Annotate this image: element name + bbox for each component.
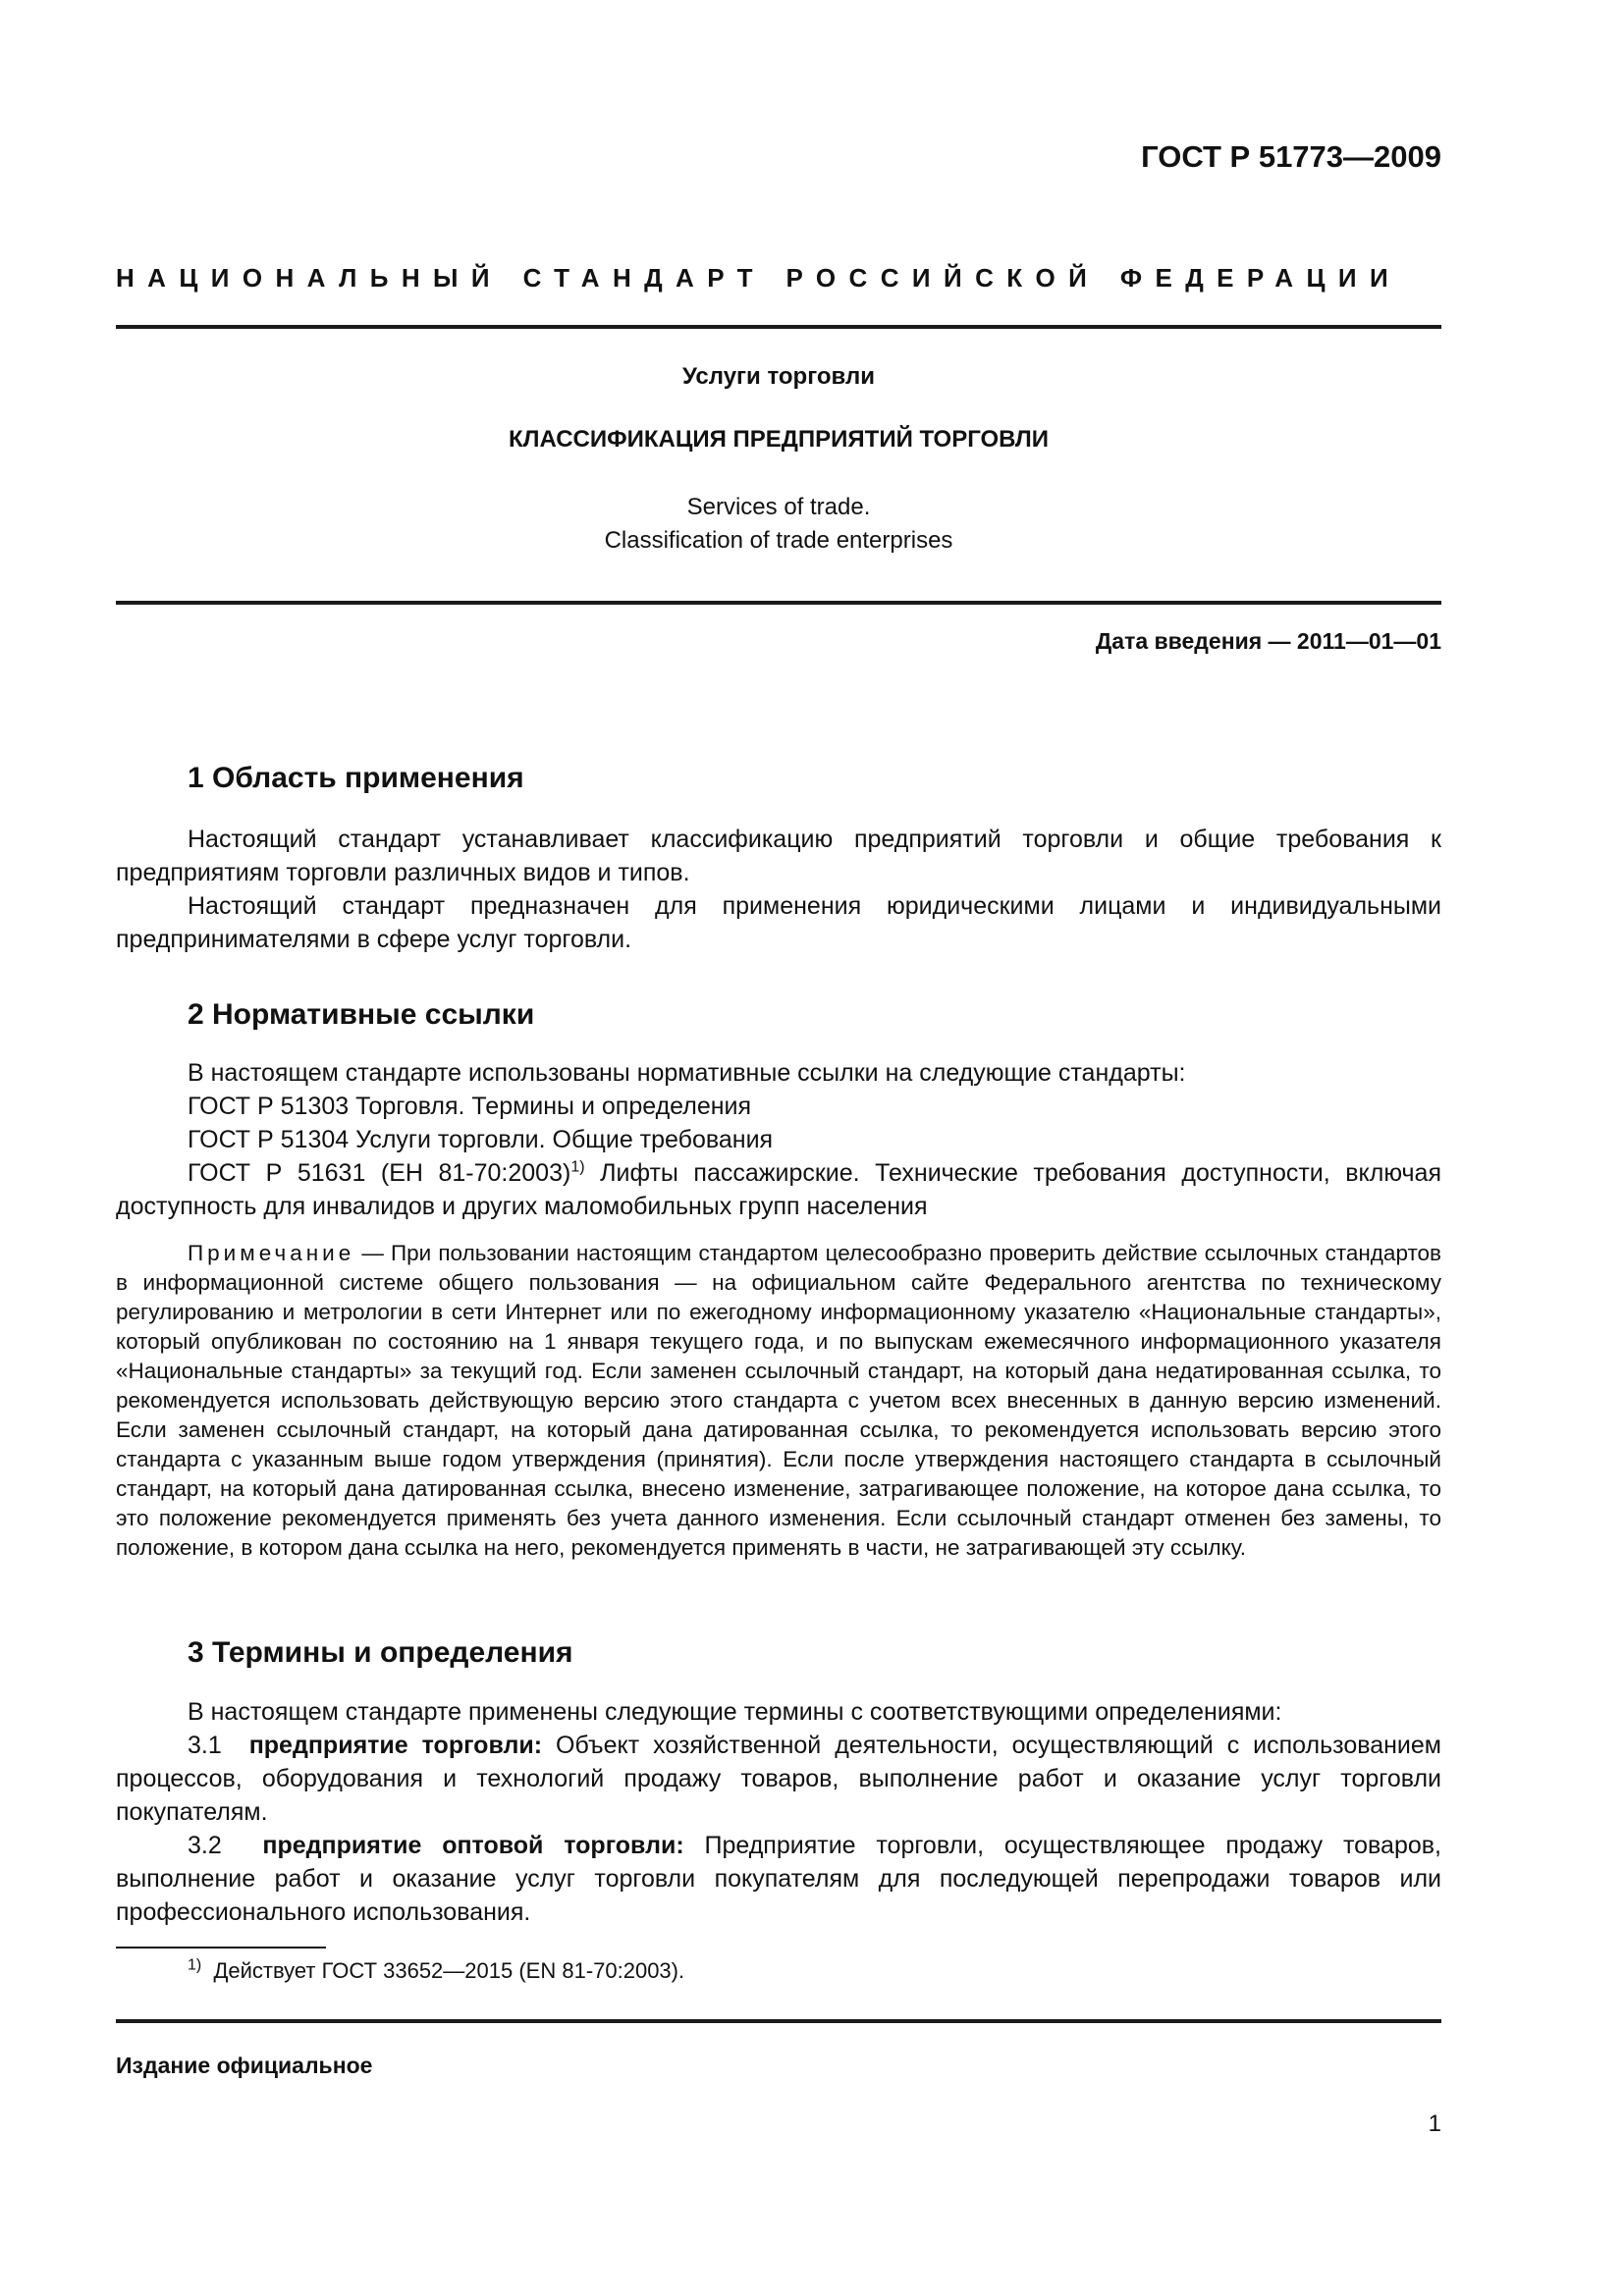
- section-1-body: [116, 823, 1441, 956]
- footnote-rule: [116, 1947, 326, 1949]
- term-3-2: 3.2 предприятие оптовой торговли: Предприятие торговли, осуществляющее продажу товаров, выполнение работ и оказание услуг торговли покупателям для последующей перепродажи товаров или профессионального использования.: [116, 1832, 1441, 1926]
- national-standard-title: НАЦИОНАЛЬНЫЙ СТАНДАРТ РОССИЙСКОЙ ФЕДЕРАЦИИ: [116, 263, 1402, 293]
- reference-1: ГОСТ Р 51303 Торговля. Термины и определения: [188, 1093, 752, 1120]
- introduction-date: Дата введения — 2011—01—01: [1095, 628, 1441, 654]
- footnote-mark: 1): [188, 1956, 202, 1974]
- english-title-line-1: Services of trade.: [686, 494, 871, 520]
- section-3-intro: В настоящем стандарте применены следующие термины с соответствующими определениями:: [188, 1698, 1282, 1726]
- english-title: [116, 491, 1441, 558]
- footnote: [188, 1958, 684, 1984]
- english-title-line-2: Classification of trade enterprises: [604, 527, 953, 554]
- section-2-note: [116, 1239, 1441, 1563]
- footnote-text: Действует ГОСТ 33652—2015 (EN 81-70:2003).: [213, 1958, 685, 1983]
- title-line-2: КЛАССИФИКАЦИЯ ПРЕДПРИЯТИЙ ТОРГОВЛИ: [508, 426, 1050, 453]
- section-1-paragraph-2: Настоящий стандарт предназначен для применения юридическими лицами и индивидуальными предпринимателями в сфере услуг торговли.: [116, 892, 1441, 953]
- term-3-1: 3.1 предприятие торговли: Объект хозяйственной деятельности, осуществляющий с использованием процессов, оборудования и технологий продажу товаров, выполнение работ и оказание услуг торговли покупателям.: [116, 1732, 1441, 1826]
- section-3-body: [116, 1695, 1441, 1929]
- section-2-body: [116, 1056, 1441, 1223]
- term-3-2-name: предприятие оптовой торговли:: [262, 1832, 684, 1859]
- section-2-intro: В настоящем стандарте использованы нормативные ссылки на следующие стандарты:: [188, 1059, 1186, 1087]
- section-1-heading: 1 Область применения: [188, 762, 524, 794]
- section-2-heading: 2 Нормативные ссылки: [188, 998, 535, 1031]
- section-1-paragraph-1: Настоящий стандарт устанавливает классификацию предприятий торговли и общие требования к предприятиям торговли различных видов и типов.: [116, 826, 1441, 886]
- note-text: — При пользовании настоящим стандартом целесообразно проверить действие ссылочных стандартов в информационной системе общего пользования — на официальном сайте Федерального агентства по техническому регулированию и метрологии в сети Интернет или по ежегодному информационному указателю «Национальные стандарты», который опубликован по состоянию на 1 января текущего года, и по выпускам ежемесячного информационного указателя «Национальные стандарты» за текущий год. Если заменен ссылочный стандарт, на который дана недатированная ссылка, то рекомендуется использовать действующую версию этого стандарта с учетом всех внесенных в данную версию изменений. Если заменен ссылочный стандарт, на который дана датированная ссылка, то рекомендуется использовать версию этого стандарта с указанным выше годом утверждения (принятия). Если после утверждения настоящего стандарта в ссылочный стандарт, на который дана датированная ссылка, внесено изменение, затрагивающее положение, на которое дана ссылка, то это положение рекомендуется применять без учета данного изменения. Если ссылочный стандарт отменен без замены, то положение, в котором дана ссылка на него, рекомендуется применять в части, не затрагивающей эту ссылку.: [116, 1241, 1441, 1560]
- section-3-heading: 3 Термины и определения: [188, 1636, 573, 1669]
- footer-rule: [116, 2019, 1441, 2023]
- term-3-1-name: предприятие торговли:: [248, 1732, 543, 1759]
- title-bottom-rule: [116, 601, 1441, 605]
- footnote-marker: 1): [570, 1158, 585, 1176]
- reference-3: ГОСТ Р 51631 (ЕН 81-70:2003)$^{1)}$ Лифты пассажирские. Технические требования доступности, включая доступность для инвалидов и других маломобильных групп населения: [116, 1158, 1441, 1220]
- edition-label: Издание официальное: [116, 2053, 373, 2078]
- top-rule: [116, 325, 1441, 329]
- page-number: 1: [1428, 2110, 1441, 2137]
- title-line-1: Услуги торговли: [682, 363, 875, 390]
- note-label: Примечание: [188, 1241, 355, 1265]
- document-code: ГОСТ Р 51773—2009: [1141, 139, 1441, 174]
- reference-2: ГОСТ Р 51304 Услуги торговли. Общие требования: [188, 1126, 774, 1153]
